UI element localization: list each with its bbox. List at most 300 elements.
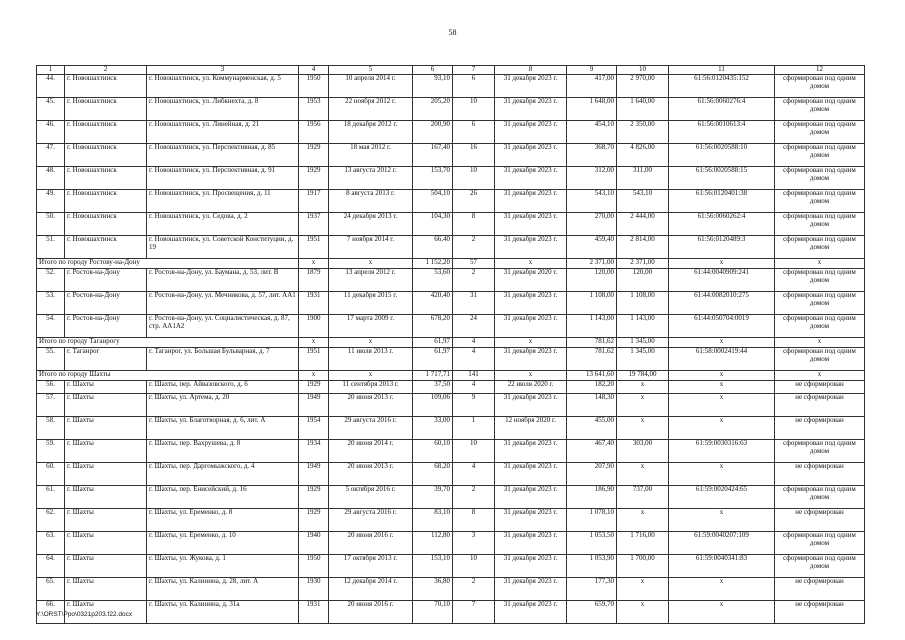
table-cell-col9: 186,90 [567,486,617,509]
table-cell-col7: 26 [453,190,495,213]
table-cell-col8: 31 декабря 2023 г. [495,144,567,167]
table-cell-col8: 31 декабря 2023 г. [495,486,567,509]
table-cell-col3: г. Шахты, пер. Енисейский, д. 16 [147,486,299,509]
table-cell-col11: 61:59:0030316:63 [669,440,775,463]
table-cell-col7: 24 [453,315,495,338]
table-cell-col4: 1940 [299,532,329,555]
subtotal-cell-col4: x [299,338,329,348]
table-cell-col4: 1951 [299,236,329,259]
table-cell-col8: 22 июля 2020 г. [495,381,567,394]
table-cell-col2: г. Ростов-на-Дону [65,292,147,315]
table-cell-col10: 2 970,00 [617,75,669,98]
table-cell-col1: 59. [37,440,65,463]
table-cell-col12: сформирован под одним домом [775,292,865,315]
table-cell-col12: не сформирован [775,578,865,601]
table-cell-col7: 31 [453,292,495,315]
table-cell-col11: 61:59:0020424:65 [669,486,775,509]
table-cell-col1: 50. [37,213,65,236]
table-cell-col1: 44. [37,75,65,98]
table-cell-col7: 16 [453,144,495,167]
subtotal-cell-col8: x [495,259,567,269]
table-cell-col6: 61,97 [413,348,453,371]
table-cell-col2: г. Новошахтинск [65,167,147,190]
table-cell-col10: 4 826,00 [617,144,669,167]
table-cell-col1: 49. [37,190,65,213]
table-cell-col1: 61. [37,486,65,509]
table-cell-col1: 57. [37,394,65,417]
table-cell-col12: сформирован под одним домом [775,440,865,463]
table-cell-col2: г. Таганрог [65,348,147,371]
table-cell-col9: 120,00 [567,269,617,292]
table-cell-col7: 4 [453,463,495,486]
table-cell-col12: сформирован под одним домом [775,98,865,121]
table-cell-col6: 93,10 [413,75,453,98]
table-cell-col10: 2 444,00 [617,213,669,236]
table-cell-col10: x [617,381,669,394]
table-cell-col10: 1 700,00 [617,555,669,578]
table-cell-col11: 61:56:0060276:4 [669,98,775,121]
table-cell-col1: 54. [37,315,65,338]
subtotal-cell-col9: 13 641,60 [567,371,617,381]
table-cell-col11: 61:56:0120489:3 [669,236,775,259]
column-number-1: 1 [37,66,65,75]
table-cell-col2: г. Шахты [65,578,147,601]
table-cell-col12: не сформирован [775,509,865,532]
table-cell-col4: 1956 [299,121,329,144]
table-cell-col9: 177,30 [567,578,617,601]
table-cell-col11: x [669,463,775,486]
table-cell-col4: 1879 [299,269,329,292]
table-cell-col7: 3 [453,532,495,555]
table-cell-col10: 2 350,00 [617,121,669,144]
subtotal-cell-col11: x [669,259,775,269]
table-cell-col7: 2 [453,578,495,601]
table-cell-col12: не сформирован [775,381,865,394]
table-cell-col7: 10 [453,98,495,121]
table-cell-col9: 270,00 [567,213,617,236]
table-cell-col5: 12 декабря 2014 г. [329,578,413,601]
column-number-4: 4 [299,66,329,75]
subtotal-cell-col8: x [495,371,567,381]
table-cell-col7: 9 [453,394,495,417]
table-cell-col4: 1929 [299,167,329,190]
table-row [37,381,865,394]
table-cell-col7: 10 [453,440,495,463]
table-cell-col1: 56. [37,381,65,394]
table-cell-col8: 31 декабря 2023 г. [495,213,567,236]
table-cell-col12: сформирован под одним домом [775,348,865,371]
table-cell-col8: 31 декабря 2023 г. [495,190,567,213]
table-cell-col12: сформирован под одним домом [775,190,865,213]
table-cell-col12: сформирован под одним домом [775,269,865,292]
table-row [37,167,865,190]
column-number-11: 11 [669,66,775,75]
table-row [37,532,865,555]
table-cell-col5: 18 декабря 2012 г. [329,121,413,144]
table-cell-col4: 1929 [299,381,329,394]
table-cell-col3: г. Шахты, ул. Жукова, д. 1 [147,555,299,578]
table-cell-col6: 70,10 [413,601,453,624]
table-cell-col2: г. Ростов-на-Дону [65,315,147,338]
table-cell-col1: 58. [37,417,65,440]
table-cell-col2: г. Новошахтинск [65,98,147,121]
table-cell-col6: 53,60 [413,269,453,292]
table-cell-col8: 31 декабря 2023 г. [495,98,567,121]
table-cell-col7: 1 [453,417,495,440]
table-cell-col2: г. Новошахтинск [65,213,147,236]
table-cell-col2: г. Новошахтинск [65,75,147,98]
table-cell-col8: 31 декабря 2023 г. [495,167,567,190]
table-cell-col4: 1950 [299,75,329,98]
table-cell-col1: 52. [37,269,65,292]
table-cell-col4: 1934 [299,440,329,463]
table-cell-col5: 11 июля 2013 г. [329,348,413,371]
table-cell-col2: г. Шахты [65,509,147,532]
table-cell-col10: x [617,417,669,440]
table-cell-col10: 311,00 [617,167,669,190]
table-row [37,144,865,167]
table-cell-col10: 1 345,00 [617,348,669,371]
subtotal-cell-col6: 1 152,20 [413,259,453,269]
subtotal-label: Итого по городу Таганрогу [37,338,299,348]
table-row [37,269,865,292]
table-cell-col5: 20 июня 2014 г. [329,440,413,463]
subtotal-cell-col11: x [669,338,775,348]
table-cell-col3: г. Шахты, ул. Калинина, д. 31а [147,601,299,624]
subtotal-cell-col10: 1 345,00 [617,338,669,348]
table-cell-col5: 20 июня 2016 г. [329,601,413,624]
table-row [37,98,865,121]
table-cell-col10: x [617,601,669,624]
table-cell-col7: 2 [453,236,495,259]
table-cell-col6: 200,90 [413,121,453,144]
table-cell-col5: 20 июня 2013 г. [329,463,413,486]
table-cell-col3: г. Новошахтинск, ул. Коммунарменская, д. 5 [147,75,299,98]
table-cell-col7: 6 [453,121,495,144]
table-cell-col10: 120,00 [617,269,669,292]
table-cell-col6: 153,70 [413,167,453,190]
table-cell-col12: сформирован под одним домом [775,121,865,144]
table-cell-col12: не сформирован [775,463,865,486]
table-cell-col10: 2 814,00 [617,236,669,259]
table-cell-col10: x [617,578,669,601]
table-cell-col8: 31 декабря 2023 г. [495,532,567,555]
table-cell-col1: 65. [37,578,65,601]
table-cell-col2: г. Новошахтинск [65,236,147,259]
table-row [37,509,865,532]
table-cell-col9: 368,70 [567,144,617,167]
subtotal-cell-col6: 1 717,71 [413,371,453,381]
table-cell-col7: 8 [453,509,495,532]
table-cell-col5: 18 мая 2012 г. [329,144,413,167]
column-number-3: 3 [147,66,299,75]
table-cell-col11: 61:56:0020588:15 [669,167,775,190]
subtotal-cell-col9: 2 371,00 [567,259,617,269]
table-cell-col7: 8 [453,213,495,236]
table-cell-col3: г. Шахты, пер. Даргомыжского, д. 4 [147,463,299,486]
table-row [37,190,865,213]
table-cell-col11: x [669,381,775,394]
table-cell-col8: 31 декабря 2023 г. [495,555,567,578]
table-cell-col5: 13 апреля 2012 г. [329,269,413,292]
table-cell-col9: 454,10 [567,121,617,144]
table-cell-col12: не сформирован [775,417,865,440]
table-cell-col7: 2 [453,486,495,509]
table-cell-col8: 31 декабря 2023 г. [495,440,567,463]
table-cell-col6: 68,20 [413,463,453,486]
table-cell-col9: 207,90 [567,463,617,486]
subtotal-row [37,259,865,269]
subtotal-cell-col12: x [775,371,865,381]
table-cell-col12: сформирован под одним домом [775,236,865,259]
table-cell-col3: г. Новошахтинск, ул. Линейная, д. 21 [147,121,299,144]
table-cell-col6: 104,30 [413,213,453,236]
subtotal-cell-col10: 19 784,00 [617,371,669,381]
table-cell-col2: г. Шахты [65,417,147,440]
table-cell-col9: 1 108,00 [567,292,617,315]
table-cell-col10: 737,00 [617,486,669,509]
table-cell-col11: 61:58:0002419:44 [669,348,775,371]
table-cell-col8: 31 декабря 2023 г. [495,75,567,98]
table-cell-col1: 60. [37,463,65,486]
table-cell-col3: г. Новошахтинск, ул. Седова, д. 2 [147,213,299,236]
table-row [37,394,865,417]
table-cell-col9: 781,62 [567,348,617,371]
table-cell-col4: 1937 [299,213,329,236]
subtotal-label: Итого по городу Шахты [37,371,299,381]
table-row [37,348,865,371]
subtotal-cell-col6: 61,97 [413,338,453,348]
table-cell-col4: 1929 [299,486,329,509]
table-cell-col6: 109,06 [413,394,453,417]
table-cell-col9: 659,70 [567,601,617,624]
table-cell-col11: 61:44:0040909:241 [669,269,775,292]
table-cell-col8: 31 декабря 2023 г. [495,509,567,532]
column-number-9: 9 [567,66,617,75]
table-cell-col7: 6 [453,75,495,98]
table-cell-col6: 153,10 [413,555,453,578]
subtotal-cell-col10: 2 371,00 [617,259,669,269]
table-cell-col11: x [669,417,775,440]
table-cell-col10: 543,10 [617,190,669,213]
table-row [37,75,865,98]
table-cell-col4: 1951 [299,348,329,371]
table-cell-col9: 1 143,00 [567,315,617,338]
table-cell-col5: 24 декабря 2013 г. [329,213,413,236]
table-cell-col5: 7 ноября 2014 г. [329,236,413,259]
table-cell-col3: г. Новошахтинск, ул. Просвещения, д. 11 [147,190,299,213]
table-cell-col2: г. Новошахтинск [65,144,147,167]
column-number-row [37,66,865,75]
table-row [37,578,865,601]
table-cell-col6: 39,70 [413,486,453,509]
column-number-12: 12 [775,66,865,75]
table-cell-col5: 11 декабря 2015 г. [329,292,413,315]
table-cell-col5: 17 марта 2009 г. [329,315,413,338]
table-cell-col10: x [617,463,669,486]
table-cell-col1: 55. [37,348,65,371]
table-cell-col5: 10 апреля 2014 г. [329,75,413,98]
table-cell-col2: г. Шахты [65,601,147,624]
table-row [37,486,865,509]
table-cell-col4: 1950 [299,555,329,578]
table-cell-col10: 1 640,00 [617,98,669,121]
table-cell-col8: 31 декабря 2023 г. [495,578,567,601]
table-cell-col5: 20 июня 2013 г. [329,394,413,417]
subtotal-cell-col12: x [775,338,865,348]
table-cell-col1: 48. [37,167,65,190]
table-cell-col11: 61:59:0040341:83 [669,555,775,578]
column-number-8: 8 [495,66,567,75]
table-cell-col2: г. Шахты [65,440,147,463]
table-cell-col5: 17 октября 2013 г. [329,555,413,578]
table-cell-col11: x [669,578,775,601]
table-cell-col6: 205,20 [413,98,453,121]
table-cell-col3: г. Новошахтинск, ул. Советской Конституции, д. 19 [147,236,299,259]
table-cell-col12: сформирован под одним домом [775,315,865,338]
table-row [37,292,865,315]
table-cell-col6: 167,40 [413,144,453,167]
table-cell-col1: 45. [37,98,65,121]
table-cell-col8: 12 ноября 2020 г. [495,417,567,440]
table-cell-col1: 64. [37,555,65,578]
table-cell-col6: 112,80 [413,532,453,555]
table-cell-col11: 61:56:0060262:4 [669,213,775,236]
table-cell-col3: г. Шахты, ул. Благотворная, д. 6, лит. А [147,417,299,440]
table-cell-col5: 8 августа 2013 г. [329,190,413,213]
subtotal-cell-col5: x [329,371,413,381]
table-cell-col8: 31 декабря 2020 г. [495,269,567,292]
table-cell-col10: 1 143,00 [617,315,669,338]
table-cell-col9: 1 053,50 [567,532,617,555]
table-cell-col6: 37,50 [413,381,453,394]
subtotal-cell-col5: x [329,338,413,348]
table-cell-col12: сформирован под одним домом [775,75,865,98]
table-cell-col9: 1 078,10 [567,509,617,532]
table-cell-col11: 61:44:050704:0019 [669,315,775,338]
table-cell-col3: г. Шахты, ул. Артема, д. 20 [147,394,299,417]
table-cell-col12: не сформирован [775,601,865,624]
table-cell-col2: г. Шахты [65,532,147,555]
table-row [37,417,865,440]
table-cell-col11: 61:56:0010613:4 [669,121,775,144]
table-cell-col3: г. Шахты, пер. Айвазовского, д. 6 [147,381,299,394]
table-cell-col2: г. Шахты [65,486,147,509]
page-number: 58 [448,28,457,37]
table-cell-col4: 1931 [299,292,329,315]
table-cell-col11: 61:59:0040207:109 [669,532,775,555]
table-cell-col5: 11 сентября 2013 г. [329,381,413,394]
table-cell-col4: 1929 [299,509,329,532]
table-cell-col2: г. Шахты [65,381,147,394]
table-cell-col7: 2 [453,269,495,292]
table-row [37,440,865,463]
table-cell-col6: 420,40 [413,292,453,315]
table-cell-col9: 148,30 [567,394,617,417]
housing-table [36,65,865,624]
table-cell-col10: x [617,394,669,417]
table-cell-col11: x [669,601,775,624]
table-cell-col5: 5 октября 2016 г. [329,486,413,509]
table-cell-col3: г. Новошахтинск, ул. Либкнехта, д. 8 [147,98,299,121]
table-cell-col7: 4 [453,381,495,394]
table-cell-col8: 31 декабря 2023 г. [495,292,567,315]
table-cell-col11: x [669,509,775,532]
table-cell-col2: г. Ростов-на-Дону [65,269,147,292]
table-cell-col4: 1949 [299,394,329,417]
table-cell-col2: г. Новошахтинск [65,190,147,213]
table-cell-col10: 1 716,00 [617,532,669,555]
table-cell-col12: сформирован под одним домом [775,213,865,236]
table-cell-col4: 1917 [299,190,329,213]
subtotal-row [37,338,865,348]
subtotal-cell-col9: 781,62 [567,338,617,348]
column-number-5: 5 [329,66,413,75]
subtotal-label: Итого по городу Ростову-на-Дону [37,259,299,269]
table-row [37,555,865,578]
table-cell-col1: 66. [37,601,65,624]
table-cell-col6: 83,10 [413,509,453,532]
table-cell-col12: сформирован под одним домом [775,486,865,509]
table-cell-col6: 504,10 [413,190,453,213]
table-cell-col9: 1 648,00 [567,98,617,121]
table-cell-col8: 31 декабря 2023 г. [495,394,567,417]
table-cell-col1: 62. [37,509,65,532]
subtotal-cell-col8: x [495,338,567,348]
table-body [37,75,865,624]
table-cell-col10: x [617,509,669,532]
table-cell-col12: сформирован под одним домом [775,144,865,167]
subtotal-cell-col12: x [775,259,865,269]
table-cell-col9: 543,10 [567,190,617,213]
table-cell-col8: 31 декабря 2023 г. [495,348,567,371]
table-cell-col3: г. Шахты, ул. Еременко, д. 8 [147,509,299,532]
table-cell-col3: г. Ростов-на-Дону, ул. Социалистическая, д. 87, стр. АА1А2 [147,315,299,338]
table-cell-col4: 1953 [299,98,329,121]
table-cell-col8: 31 декабря 2023 г. [495,601,567,624]
table-cell-col8: 31 декабря 2023 г. [495,121,567,144]
table-cell-col7: 7 [453,601,495,624]
table-cell-col6: 678,20 [413,315,453,338]
table-cell-col1: 47. [37,144,65,167]
table-cell-col5: 13 августа 2012 г. [329,167,413,190]
subtotal-cell-col7: 4 [453,338,495,348]
table-cell-col11: 61:44:0082010:275 [669,292,775,315]
table-cell-col7: 10 [453,555,495,578]
table-row [37,315,865,338]
table-row [37,236,865,259]
table-cell-col10: 303,00 [617,440,669,463]
table-cell-col2: г. Шахты [65,555,147,578]
table-row [37,213,865,236]
column-number-2: 2 [65,66,147,75]
table-row [37,463,865,486]
table-cell-col12: сформирован под одним домом [775,532,865,555]
table-cell-col12: не сформирован [775,394,865,417]
table-cell-col2: г. Шахты [65,463,147,486]
table-cell-col4: 1930 [299,578,329,601]
table-cell-col3: г. Ростов-на-Дону, ул. Баумана, д. 53, лит. В [147,269,299,292]
table-cell-col11: x [669,394,775,417]
subtotal-cell-col4: x [299,371,329,381]
table-cell-col7: 10 [453,167,495,190]
table-cell-col9: 182,20 [567,381,617,394]
table-cell-col9: 455,00 [567,417,617,440]
table-cell-col1: 63. [37,532,65,555]
table-cell-col2: г. Новошахтинск [65,121,147,144]
column-number-6: 6 [413,66,453,75]
table-cell-col3: г. Таганрог, ул. Большая Бульварная, д. 7 [147,348,299,371]
